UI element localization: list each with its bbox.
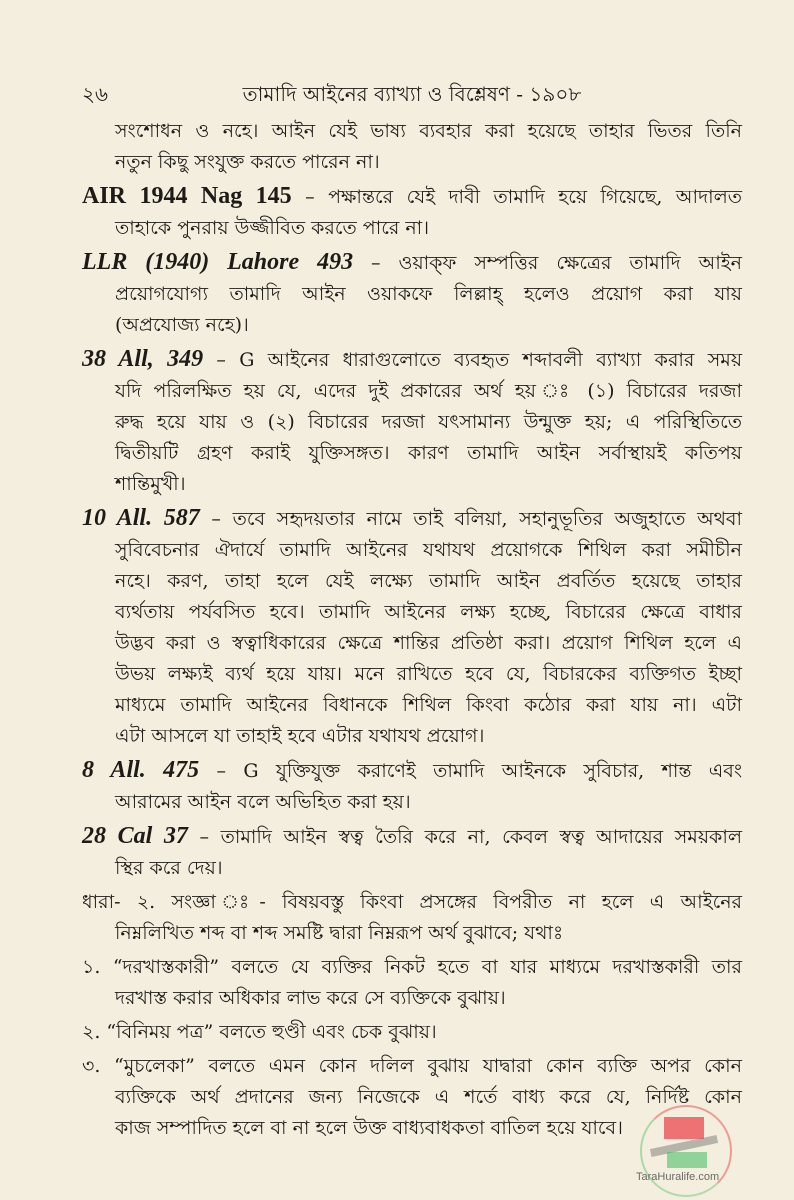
text-line [82, 503, 742, 535]
line-text: সুবিবেচনার ঐদার্যে তামাদি আইনের যথাযথ প্রয়োগকে শিথিল করা সমীচীন [115, 539, 742, 561]
line-text: – তামাদি আইন স্বত্ব তৈরি করে না, কেবল স্বত্ব আদায়ের সময়কাল [187, 826, 742, 848]
line-text: – পক্ষান্তরে যেই দাবী তামাদি হয়ে গিয়েছে, আদালত [291, 186, 743, 208]
case-citation: 10 All. 587 [82, 505, 200, 531]
line-text: দরখাস্ত করার অধিকার লাভ করে সে ব্যক্তিকে বুঝায়। [115, 987, 506, 1009]
text-line [82, 407, 742, 438]
watermark-green-mark [667, 1152, 707, 1168]
text-line [82, 344, 742, 376]
line-text: উদ্ভব করা ও স্বত্বাধিকারের ক্ষেত্রে শান্তির প্রতিষ্ঠা করা। প্রয়োগ শিথিল হলে এ [115, 632, 742, 654]
line-text: সংশোধন ও নহে। আইন যেই ভাষ্য ব্যবহার করা হয়েছে তাহার ভিতর তিনি [115, 120, 743, 142]
text-paragraph [82, 1051, 742, 1144]
case-citation: AIR 1944 Nag 145 [82, 183, 292, 209]
case-citation: 28 Cal 37 [82, 823, 188, 849]
line-text: নতুন কিছু সংযুক্ত করতে পারেন না। [115, 151, 380, 173]
text-line [82, 821, 742, 853]
text-line [82, 1082, 742, 1113]
line-text: আরামের আইন বলে অভিহিত করা হয়। [115, 791, 411, 813]
line-text: প্রয়োগযোগ্য তামাদি আইন ওয়াকফে লিল্লাহ্ হলেও প্রয়োগ করা যায় [115, 283, 742, 305]
case-citation-entry [82, 503, 742, 752]
text-line [82, 983, 742, 1014]
text-line [82, 755, 742, 787]
text-line [82, 181, 742, 213]
text-line [82, 659, 742, 690]
text-line [82, 952, 742, 983]
case-citation: 8 All. 475 [82, 757, 200, 783]
line-text: নহে। করণ, তাহা হলে যেই লক্ষ্যে তামাদি আইন প্রবর্তিত হয়েছে তাহার [115, 570, 742, 592]
text-line [82, 690, 742, 721]
line-text: মাধ্যমে তামাদি আইনের বিধানকে শিথিল কিংবা কঠোর করা যায় না। এটা [115, 694, 742, 716]
line-text: কাজ সম্পাদিত হলে বা না হলে উক্ত বাধ্যবাধকতা বাতিল হয়ে যাবে। [115, 1117, 623, 1139]
text-paragraph [82, 887, 742, 949]
text-line [82, 247, 742, 279]
line-text: – G আইনের ধারাগুলোতে ব্যবহৃত শব্দাবলী ব্যাখ্যা করার সময় [203, 349, 743, 371]
line-text: উভয় লক্ষ্যই ব্যর্থ হয়ে যায়। মনে রাখিতে হবে যে, বিচারকের ব্যক্তিগত ইচ্ছা [115, 663, 742, 685]
case-citation: LLR (1940) Lahore 493 [82, 249, 354, 275]
line-text: রুদ্ধ হয়ে যায় ও (২) বিচারের দরজা যৎসামান্য উন্মুক্ত হয়; এ পরিস্থিতিতে [115, 411, 742, 433]
line-text: ব্যর্থতায় পর্যবসিত হবে। তামাদি আইনের লক্ষ্য হচ্ছে, বিচারের ক্ষেত্রে বাধার [115, 601, 742, 623]
running-title: তামাদি আইনের ব্যাখ্যা ও বিশ্লেষণ - ১৯০৮ [242, 82, 582, 106]
text-line [82, 721, 742, 752]
text-line [82, 1051, 742, 1082]
text-line [82, 853, 742, 884]
text-line [82, 1017, 742, 1048]
text-line [82, 438, 742, 469]
text-line [82, 787, 742, 818]
text-paragraph [82, 952, 742, 1014]
text-line [82, 918, 742, 949]
line-text: স্থির করে দেয়। [115, 857, 223, 879]
text-line [82, 147, 742, 178]
case-citation-entry [82, 821, 742, 884]
line-text: ১. “দরখাস্তকারী” বলতে যে ব্যক্তির নিকট হতে বা যার মাধ্যমে দরখাস্তকারী তার [82, 956, 742, 978]
text-line [82, 1113, 742, 1144]
line-text: শান্তিমুখী। [115, 473, 186, 495]
line-text: দ্বিতীয়টি গ্রহণ করাই যুক্তিসঙ্গত। কারণ তামাদি আইন সর্বাস্থায়ই কতিপয় [115, 442, 742, 464]
case-citation: 38 All, 349 [82, 346, 204, 372]
line-text: ধারা- ২. সংজ্ঞা ঃ- বিষয়বস্তু কিংবা প্রসঙ্গের বিপরীত না হলে এ আইনের [82, 891, 742, 913]
page-number: ২৬ [82, 82, 109, 106]
line-text: ৩. “মুচলেকা” বলতে এমন কোন দলিল বুঝায় যাদ্বারা কোন ব্যক্তি অপর কোন [82, 1055, 742, 1077]
text-line [82, 535, 742, 566]
line-text: এটা আসলে যা তাহাই হবে এটার যথাযথ প্রয়োগ। [115, 725, 485, 747]
text-line [82, 116, 742, 147]
watermark-text: TaraHuralife.com [636, 1171, 720, 1183]
line-text: – তবে সহৃদয়তার নামে তাই বলিয়া, সহানুভূতির অজুহাতে অথবা [199, 508, 742, 530]
case-citation-entry [82, 755, 742, 818]
text-line [82, 597, 742, 628]
page-header [82, 80, 742, 110]
text-line [82, 628, 742, 659]
text-line [82, 376, 742, 407]
text-line [82, 887, 742, 918]
line-text: তাহাকে পুনরায় উজ্জীবিত করতে পারে না। [115, 217, 429, 239]
text-line [82, 279, 742, 310]
page-body [82, 116, 742, 1147]
line-text: নিম্নলিখিত শব্দ বা শব্দ সমষ্টি দ্বারা নিম্নরূপ অর্থ বুঝাবে; যথাঃ [115, 922, 564, 944]
line-text: যদি পরিলক্ষিত হয় যে, এদের দুই প্রকারের অর্থ হয় ঃ (১) বিচারের দরজা [115, 380, 742, 402]
text-line [82, 213, 742, 244]
line-text: ২. “বিনিময় পত্র” বলতে হুণ্ডী এবং চেক বুঝায়। [82, 1021, 437, 1043]
text-line [82, 566, 742, 597]
text-line [82, 469, 742, 500]
line-text: ব্যক্তিকে অর্থ প্রদানের জন্য নিজেকে এ শর্তে বাধ্য করে যে, নির্দিষ্ট কোন [115, 1086, 742, 1108]
text-line [82, 310, 742, 341]
case-citation-entry [82, 181, 742, 244]
line-text: – G যুক্তিযুক্ত করাণেই তামাদি আইনকে সুবিচার, শান্ত এবং [199, 760, 742, 782]
line-text: – ওয়াক্ফ সম্পত্তির ক্ষেত্রের তামাদি আইন [353, 252, 743, 274]
text-paragraph [82, 1017, 742, 1048]
line-text: (অপ্রযোজ্য নহে)। [115, 314, 249, 336]
text-paragraph [82, 116, 742, 178]
case-citation-entry [82, 344, 742, 500]
case-citation-entry [82, 247, 742, 341]
